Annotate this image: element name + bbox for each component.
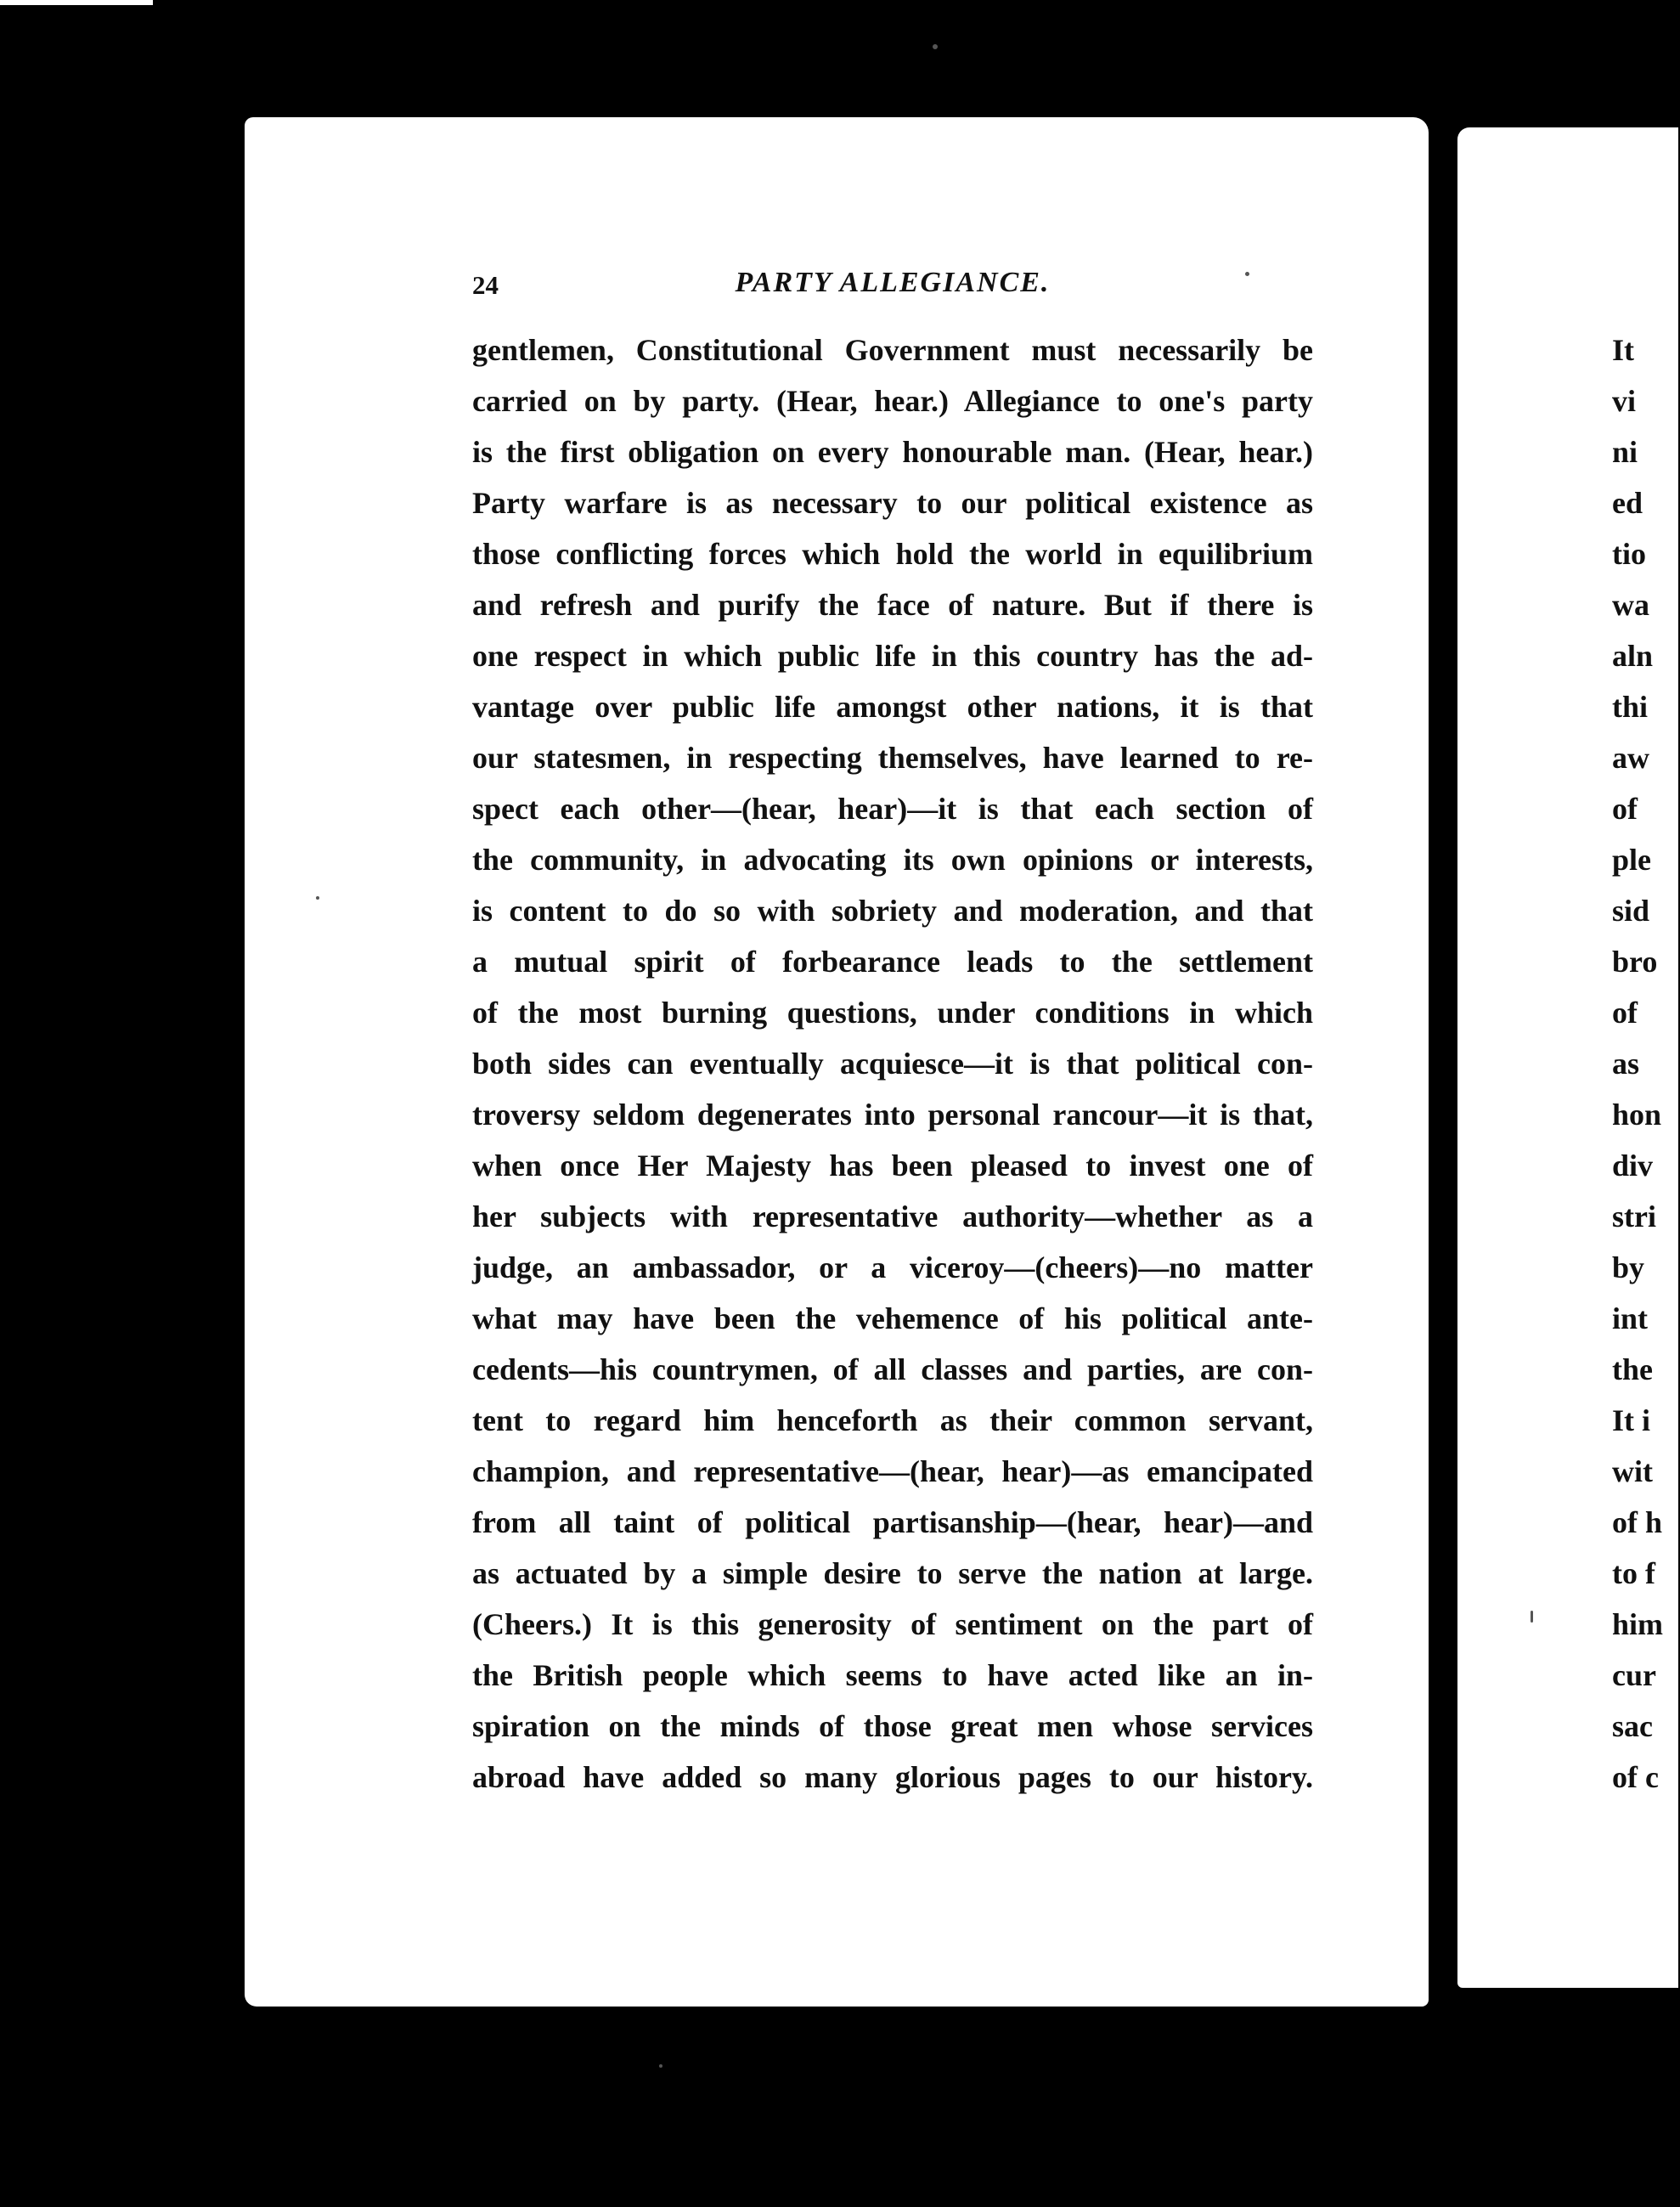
right-page-fragment: of h	[1612, 1505, 1663, 1539]
running-head: PARTY ALLEGIANCE.	[735, 267, 1051, 298]
right-page-fragment: It	[1612, 333, 1634, 367]
right-page-fragment: It i	[1612, 1403, 1650, 1437]
right-page-fragment: him	[1612, 1607, 1664, 1641]
text-line: her subjects with representative authority—whether as a	[472, 1199, 1313, 1233]
right-page-fragment: wit	[1612, 1454, 1653, 1488]
text-line: gentlemen, Constitutional Government must necessarily be	[472, 333, 1313, 367]
text-line: troversy seldom degenerates into personal rancour—it is that,	[472, 1098, 1313, 1132]
text-line: when once Her Majesty has been pleased to invest one of	[472, 1149, 1313, 1183]
text-line: one respect in which public life in this country has the ad-	[472, 639, 1313, 673]
dust-speck	[1245, 272, 1249, 276]
text-line: those conflicting forces which hold the world in equilibrium	[472, 537, 1313, 571]
right-page-fragment: cur	[1612, 1658, 1656, 1692]
text-line: tent to regard him henceforth as their common servant,	[472, 1403, 1313, 1437]
right-page-fragment: sid	[1612, 894, 1650, 928]
right-page-fragment: by	[1612, 1250, 1645, 1284]
right-page-fragment: wa	[1612, 588, 1649, 622]
right-page-fragment: hon	[1612, 1098, 1662, 1132]
text-line: our statesmen, in respecting themselves, have learned to re-	[472, 741, 1313, 775]
dust-speck	[933, 44, 938, 49]
right-page-fragment: tio	[1612, 537, 1646, 571]
dust-speck	[1531, 1611, 1533, 1623]
right-page-fragment: thi	[1612, 690, 1649, 724]
text-line: the British people which seems to have acted like an in-	[472, 1658, 1313, 1692]
text-line: cedents—his countrymen, of all classes and parties, are con-	[472, 1352, 1313, 1386]
page-header	[472, 265, 1313, 316]
text-line: a mutual spirit of forbearance leads to the settlement	[472, 945, 1313, 979]
right-page-fragment: of c	[1612, 1760, 1659, 1794]
body-text	[472, 325, 1313, 1803]
text-line: as actuated by a simple desire to serve the nation at large.	[472, 1556, 1313, 1590]
right-page-fragment: as	[1612, 1047, 1640, 1081]
right-page-fragment: of	[1612, 792, 1638, 826]
dust-speck	[316, 896, 319, 900]
text-line: champion, and representative—(hear, hear)—as emancipated	[472, 1454, 1313, 1488]
right-page-fragment: stri	[1612, 1199, 1656, 1233]
right-page-fragment: sac	[1612, 1709, 1653, 1743]
page-number: 24	[472, 270, 499, 300]
right-page-fragment: the	[1612, 1352, 1653, 1386]
right-page-fragment: ple	[1612, 843, 1652, 877]
text-line: vantage over public life amongst other nations, it is that	[472, 690, 1313, 724]
text-line: the community, in advocating its own opinions or interests,	[472, 843, 1313, 877]
text-line: what may have been the vehemence of his political ante-	[472, 1301, 1313, 1335]
text-line: spect each other—(hear, hear)—it is that each section of	[472, 792, 1313, 826]
right-page-text-fragments	[1612, 325, 1680, 1803]
right-page-fragment: to f	[1612, 1556, 1655, 1590]
text-line: carried on by party. (Hear, hear.) Allegiance to one's party	[472, 384, 1313, 418]
text-line: (Cheers.) It is this generosity of sentiment on the part of	[472, 1607, 1313, 1641]
text-line: abroad have added so many glorious pages to our history.	[472, 1760, 1313, 1794]
right-page-fragment: ed	[1612, 486, 1643, 520]
text-line: from all taint of political partisanship—(hear, hear)—and	[472, 1505, 1313, 1539]
right-page-fragment: ni	[1612, 435, 1638, 469]
text-line: both sides can eventually acquiesce—it is that political con-	[472, 1047, 1313, 1081]
right-page-fragment: of	[1612, 996, 1638, 1030]
text-line: judge, an ambassador, or a viceroy—(cheers)—no matter	[472, 1250, 1313, 1284]
right-page-fragment: vi	[1612, 384, 1637, 418]
right-page-fragment: aln	[1612, 639, 1654, 673]
text-line: Party warfare is as necessary to our political existence as	[472, 486, 1313, 520]
text-line: is content to do so with sobriety and moderation, and that	[472, 894, 1313, 928]
dust-speck	[659, 2064, 662, 2068]
scan-edge-strip	[0, 0, 153, 5]
text-line: and refresh and purify the face of nature. But if there is	[472, 588, 1313, 622]
right-page-fragment: div	[1612, 1149, 1654, 1183]
text-line: spiration on the minds of those great men whose services	[472, 1709, 1313, 1743]
right-page-fragment: aw	[1612, 741, 1649, 775]
text-line: is the first obligation on every honourable man. (Hear, hear.)	[472, 435, 1313, 469]
text-line: of the most burning questions, under conditions in which	[472, 996, 1313, 1030]
right-page-fragment: bro	[1612, 945, 1658, 979]
right-page-fragment: int	[1612, 1301, 1649, 1335]
